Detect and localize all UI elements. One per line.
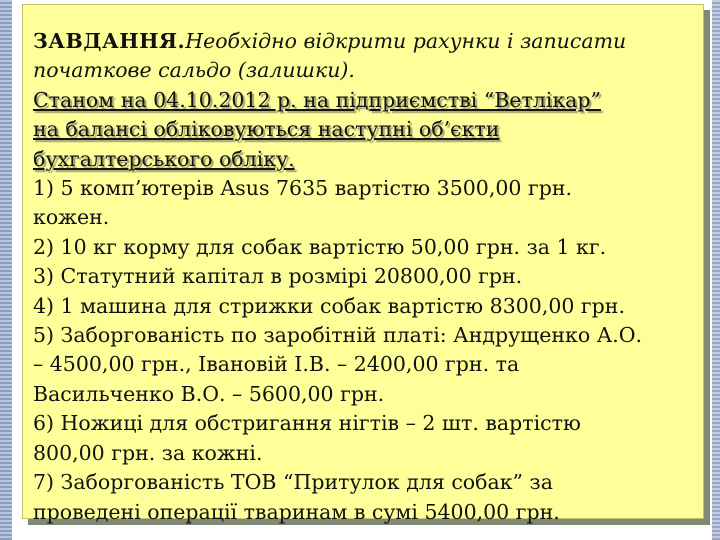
task-description-2: початкове сальдо (залишки). [33, 58, 355, 83]
item-line: 5) Заборгованість по заробітній платі: Андрущенко А.О. [33, 323, 643, 348]
item-line: 4) 1 машина для стрижки собак вартістю 8300,00 грн. [33, 293, 625, 318]
right-decorative-stripe [712, 0, 720, 540]
task-title: ЗАВДАННЯ. [33, 29, 186, 53]
intro-line-3: бухгалтерського обліку. [33, 146, 295, 171]
item-line: Васильченко В.О. – 5600,00 грн. [33, 381, 385, 406]
item-line: 800,00 грн. за кожні. [33, 440, 263, 465]
task-description-1: Необхідно відкрити рахунки і записати [185, 29, 627, 53]
item-line: 3) Статутний капітал в розмірі 20800,00 грн. [33, 264, 523, 289]
item-line: проведені операції тваринам в сумі 5400,00 грн. [33, 499, 560, 524]
item-line: 2) 10 кг корму для собак вартістю 50,00 грн. за 1 кг. [33, 234, 607, 259]
task-text-box [22, 4, 704, 524]
intro-line-2: на балансі обліковуються наступні об’єкти [33, 117, 500, 142]
left-decorative-stripe [0, 0, 12, 540]
task-heading-line [33, 27, 703, 56]
item-line: 7) Заборгованість ТОВ “Притулок для собак” за [33, 470, 553, 495]
item-line: – 4500,00 грн., Івановій І.В. – 2400,00 грн. та [33, 352, 520, 377]
item-line: 1) 5 комп’ютерів Asus 7635 вартістю 3500,00 грн. [33, 176, 573, 201]
intro-line-1: Станом на 04.10.2012 р. на підприємстві “Ветлікар” [33, 87, 601, 112]
item-line: 6) Ножиці для обстригання нігтів – 2 шт. вартістю [33, 411, 581, 436]
item-line: кожен. [33, 205, 110, 230]
